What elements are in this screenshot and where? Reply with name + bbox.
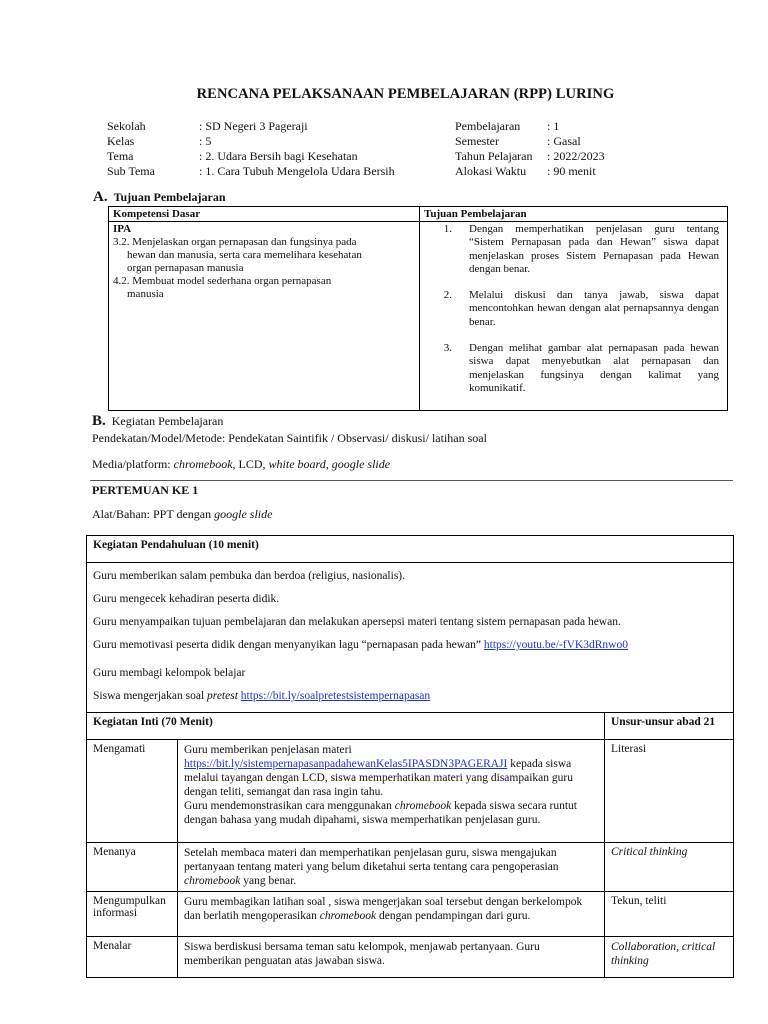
pendahuluan-line — [93, 689, 727, 703]
info-label: Sekolah — [107, 119, 146, 133]
activity-italic: chromebook — [184, 875, 241, 887]
info-value: : 2. Udara Bersih bagi Kesehatan — [199, 149, 358, 163]
info-right — [455, 119, 605, 179]
pendahuluan-line — [93, 638, 727, 652]
list-item — [424, 223, 719, 276]
activity-text: Guru mendemonstrasikan cara menggunakan — [184, 800, 395, 812]
info-left — [107, 119, 395, 179]
activity-text: Setelah membaca materi dan memperhatikan penjelasan guru, siswa mengajukan pertanyaan tentang materi yang belum diketahui serta tentang cara pengoperasian — [184, 847, 559, 873]
alat-text — [92, 507, 272, 522]
pertemuan-heading: PERTEMUAN KE 1 — [92, 483, 199, 497]
activity-cell: Siswa berdiskusi bersama teman satu kelompok, menjawab pertanyaan. Guru memberikan penguatan atas jawaban siswa. — [178, 937, 605, 978]
media-prefix: Media/platform: — [92, 457, 174, 471]
activity-italic: chromebook — [319, 910, 377, 922]
list-number: 3. — [443, 342, 452, 355]
step-cell: Menanya — [87, 843, 178, 892]
info-value: : 2022/2023 — [547, 149, 605, 163]
list-number: 1. — [443, 223, 452, 235]
activity-italic: chromebook — [394, 800, 452, 812]
pendahuluan-line: Guru memberikan salam pembuka dan berdoa (religius, nasionalis). — [93, 570, 406, 582]
unsur-header: Unsur-unsur abad 21 — [605, 713, 734, 740]
pendahuluan-body — [87, 563, 734, 713]
activity-cell — [178, 740, 605, 843]
kd-cell — [109, 222, 420, 411]
activity-text: kepada siswa secara runtut dengan bahasa yang mudah dipahami, siswa memperhatikan penjelasan guru. — [184, 800, 577, 826]
info-label: Semester — [455, 134, 499, 148]
step-cell: Menalar — [87, 937, 178, 978]
materi-link[interactable]: https://bit.ly/sistempernapasanpadahewanKelas5IPASDN3PAGERAJI — [184, 758, 508, 770]
list-number: 2. — [443, 289, 452, 302]
list-item — [424, 289, 719, 329]
list-text: Dengan melihat gambar alat pernapasan pada hewan siswa dapat menyebutkan alat pernapasan dan menjelaskan fungsinya dengan kalimat yang komunikatif. — [469, 342, 719, 394]
kd-subject: IPA — [113, 223, 132, 235]
activity-text: dengan pendampingan dari guru. — [376, 910, 531, 922]
kd-line: hewan dan manusia, serta cara memelihara kesehatan — [127, 249, 362, 261]
table-header: Kompetensi Dasar — [109, 207, 420, 222]
pendahuluan-line: Guru membagi kelompok belajar — [93, 667, 246, 679]
unsur-cell: Critical thinking — [605, 843, 734, 892]
info-value: : 90 menit — [547, 164, 596, 178]
activity-cell — [178, 892, 605, 937]
activity-text: Guru memberikan penjelasan materi — [184, 744, 352, 756]
list-text: Melalui diskusi dan tanya jawab, siswa dapat mencontohkan hewan dengan alat pernapsannya dengan benar. — [469, 289, 719, 328]
section-title: Kegiatan Pembelajaran — [111, 414, 224, 428]
pretest-text: Siswa mengerjakan soal — [93, 690, 208, 702]
list-text: Dengan memperhatikan penjelasan guru tentang “Sistem Pernapasan pada dan Hewan” siswa dapat menjelaskan proses Sistem Pernapasan pada Hewan dengan benar. — [469, 223, 719, 275]
kd-line: 3.2. Menjelaskan organ pernapasan dan fungsinya pada — [113, 236, 357, 248]
info-value: : 1 — [547, 119, 560, 133]
step-cell: Mengumpulkan informasi — [87, 892, 178, 937]
alat-prefix: Alat/Bahan: PPT dengan — [92, 507, 215, 521]
unsur-cell: Literasi — [605, 740, 734, 843]
pendahuluan-header: Kegiatan Pendahuluan (10 menit) — [87, 536, 734, 563]
pendahuluan-line: Guru menyampaikan tujuan pembelajaran dan melakukan apersepsi materi tentang sistem pernapasan pada hewan. — [93, 616, 621, 628]
section-a-heading — [93, 189, 226, 206]
pendahuluan-line: Guru mengecek kehadiran peserta didik. — [93, 593, 280, 605]
motivasi-text: Guru memotivasi peserta didik dengan menyanyikan lagu “pernapasan pada hewan” — [93, 639, 484, 651]
list-item — [424, 342, 719, 395]
kd-line: manusia — [127, 288, 164, 300]
media-item: chromebook — [173, 457, 233, 471]
pretest-word: pretest — [207, 690, 238, 702]
tujuan-table — [108, 206, 728, 411]
media-item: white board, google slide — [268, 457, 391, 471]
info-label: Tema — [107, 149, 134, 163]
activity-text: yang benar. — [240, 875, 297, 887]
inti-header: Kegiatan Inti (70 Menit) — [87, 713, 605, 740]
unsur-cell: Tekun, teliti — [605, 892, 734, 937]
info-label: Pembelajaran — [455, 119, 521, 133]
info-label: Tahun Pelajaran — [455, 149, 533, 163]
info-value: : SD Negeri 3 Pageraji — [199, 119, 308, 133]
section-letter: B. — [92, 413, 106, 429]
info-value: : Gasal — [547, 134, 581, 148]
unsur-cell: Collaboration, critical thinking — [605, 937, 734, 978]
pendekatan-text: Pendekatan/Model/Metode: Pendekatan Saintifik / Observasi/ diskusi/ latihan soal — [92, 431, 487, 445]
pretest-link[interactable]: https://bit.ly/soalpretestsistempernapasan — [240, 690, 431, 702]
table-header: Tujuan Pembelajaran — [420, 207, 728, 222]
kd-line: 4.2. Membuat model sederhana organ pernapasan — [113, 275, 332, 287]
activity-cell — [178, 843, 605, 892]
info-value: : 1. Cara Tubuh Mengelola Udara Bersih — [199, 164, 395, 178]
section-title: Tujuan Pembelajaran — [113, 190, 226, 204]
step-cell: Mengamati — [87, 740, 178, 843]
media-text — [92, 457, 390, 472]
info-label: Kelas — [107, 134, 135, 148]
media-item: , LCD, — [232, 457, 269, 471]
divider — [90, 480, 733, 481]
activity-text: kepada siswa melalui tayangan dengan LCD, siswa memperhatikan materi yang disampaikan guru dengan teliti, semangat dan rasa ingin tahu. — [184, 758, 573, 798]
tp-list — [424, 223, 719, 395]
tp-cell — [420, 222, 728, 411]
info-label: Alokasi Waktu — [455, 164, 527, 178]
youtube-link[interactable]: https://youtu.be/-fVK3dRnwo0 — [483, 639, 628, 651]
activity-text: Guru membagikan latihan soal , siswa mengerjakan soal tersebut dengan berkelompok dan berlatih mengoperasikan — [184, 896, 583, 922]
section-b-heading — [92, 413, 223, 430]
kegiatan-table — [86, 535, 734, 978]
info-value: : 5 — [199, 134, 212, 148]
document-title: RENCANA PELAKSANAAN PEMBELAJARAN (RPP) LURING — [196, 86, 615, 102]
alat-item: google slide — [214, 507, 273, 521]
kd-item — [113, 236, 415, 275]
kd-item — [113, 275, 415, 301]
info-label: Sub Tema — [107, 164, 155, 178]
section-letter: A. — [93, 189, 108, 205]
kd-line: organ pernapasan manusia — [127, 262, 244, 274]
